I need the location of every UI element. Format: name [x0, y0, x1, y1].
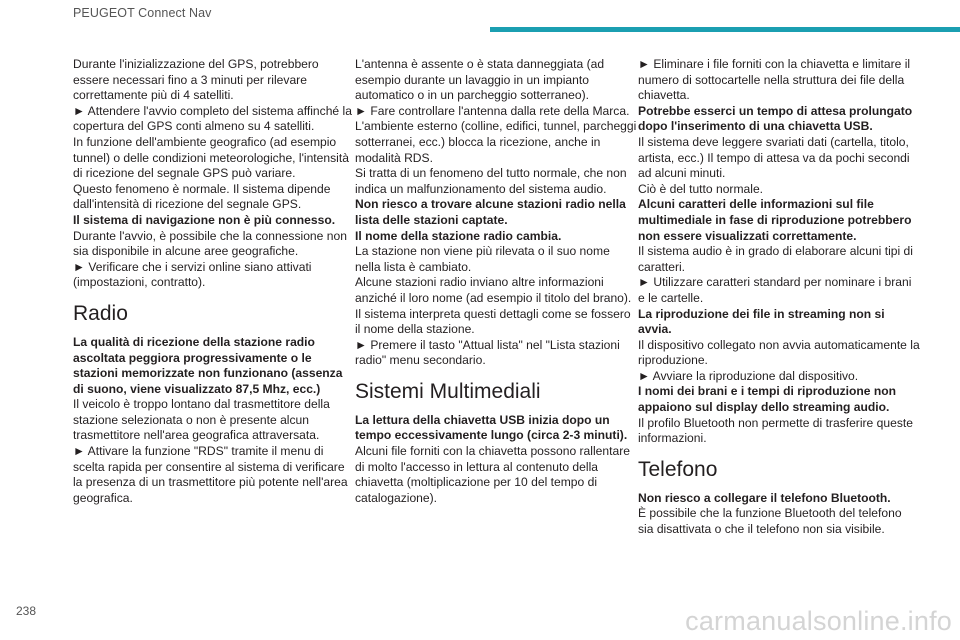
- body-paragraph: In funzione dell'ambiente geografico (ad esempio tunnel) o delle condizioni meteorologiche, l'intensità di ricezione del segnale GPS può variare.: [73, 134, 349, 181]
- body-paragraph: ► Eliminare i file forniti con la chiavetta e limitare il numero di sottocartelle nella struttura dei file della chiavetta.: [638, 57, 911, 103]
- body-paragraph: La stazione non viene più rilevata o il suo nome nella lista è cambiato.: [355, 244, 610, 274]
- body-paragraph: ► Avviare la riproduzione dal dispositivo.: [638, 368, 859, 383]
- body-paragraph: Si tratta di un fenomeno del tutto normale, che non indica un malfunzionamento del sistema audio.: [355, 166, 627, 196]
- body-paragraph: L'ambiente esterno (colline, edifici, tunnel, parcheggi sotterranei, ecc.) blocca la ricezione, anche in modalità RDS.: [355, 119, 637, 165]
- body-paragraph: Ciò è del tutto normale.: [638, 181, 764, 196]
- body-paragraph: Il dispositivo collegato non avvia automaticamente la riproduzione.: [638, 337, 920, 368]
- running-header: PEUGEOT Connect Nav: [73, 6, 212, 20]
- question-heading: Il sistema di navigazione non è più connesso.: [73, 212, 336, 227]
- question-heading: Non riesco a collegare il telefono Bluetooth.: [638, 490, 891, 505]
- body-paragraph: Il sistema interpreta questi dettagli come se fossero il nome della stazione.: [355, 306, 631, 337]
- question-heading: La riproduzione dei file in streaming non si avvia.: [638, 306, 885, 337]
- text-column-2: [355, 57, 637, 506]
- body-paragraph: ► Verificare che i servizi online siano attivati (impostazioni, contratto).: [73, 259, 312, 290]
- text-column-3: [638, 57, 920, 538]
- body-paragraph: Alcune stazioni radio inviano altre informazioni anziché il loro nome (ad esempio il titolo del brano).: [355, 275, 632, 305]
- page-number: 238: [16, 604, 37, 618]
- watermark: carmanualsonline.info: [685, 606, 952, 636]
- section-heading: Radio: [73, 301, 128, 325]
- body-paragraph: Il sistema audio è in grado di elaborare alcuni tipi di caratteri.: [638, 244, 913, 274]
- body-paragraph: Alcuni file forniti con la chiavetta possono rallentare di molto l'accesso in lettura al contenuto della chiavetta (moltiplicazione per 10 del tempo di catalogazione).: [355, 444, 630, 505]
- question-heading: Alcuni caratteri delle informazioni sul file multimediale in fase di riproduzione potrebbero non essere visualizzati correttamente.: [638, 197, 912, 243]
- body-paragraph: Durante l'inizializzazione del GPS, potrebbero essere necessari fino a 3 minuti per rilevare correttamente più di 4 satelliti.: [73, 57, 319, 103]
- question-heading: La lettura della chiavetta USB inizia dopo un tempo eccessivamente lungo (circa 2-3 minuti).: [355, 412, 628, 443]
- body-paragraph: Durante l'avvio, è possibile che la connessione non sia disponibile in alcune aree geografiche.: [73, 228, 347, 259]
- body-paragraph: ► Attivare la funzione "RDS" tramite il menu di scelta rapida per consentire al sistema di verificare la presenza di un trasmettitore più potente nell'area geografica.: [73, 444, 348, 505]
- question-heading: Il nome della stazione radio cambia.: [355, 228, 562, 243]
- body-paragraph: ► Attendere l'avvio completo del sistema affinché la copertura del GPS conti almeno su 4 satelliti.: [73, 103, 352, 134]
- body-paragraph: Il sistema deve leggere svariati dati (cartella, titolo, artista, ecc.) Il tempo di attesa va da pochi secondi ad alcuni minuti.: [638, 134, 910, 181]
- section-heading: Telefono: [638, 457, 718, 481]
- question-heading: La qualità di ricezione della stazione radio ascoltata peggiora progressivamente o le stazioni memorizzate non funzionano (assenza di suono, viene visualizzato 87,5 Mhz, ecc.): [73, 334, 343, 396]
- section-heading: Sistemi Multimediali: [355, 379, 541, 403]
- body-paragraph: Il profilo Bluetooth non permette di trasferire queste informazioni.: [638, 415, 913, 446]
- question-heading: Non riesco a trovare alcune stazioni radio nella lista delle stazioni captate.: [355, 197, 626, 227]
- body-paragraph: Questo fenomeno è normale. Il sistema dipende dall'intensità di ricezione del segnale GPS.: [73, 181, 331, 212]
- body-paragraph: L'antenna è assente o è stata danneggiata (ad esempio durante un lavaggio in un impianto automatico o in un parcheggio sotterraneo).: [355, 57, 605, 103]
- body-paragraph: ► Utilizzare caratteri standard per nominare i brani e le cartelle.: [638, 275, 912, 305]
- body-paragraph: È possibile che la funzione Bluetooth del telefono sia disattivata o che il telefono non sia visibile.: [638, 506, 902, 537]
- question-heading: I nomi dei brani e i tempi di riproduzione non appaiono sul display dello streaming audio.: [638, 384, 897, 415]
- body-paragraph: Il veicolo è troppo lontano dal trasmettitore della stazione selezionata o non è presente alcun trasmettitore nell'area geografica attraversata.: [73, 397, 330, 443]
- body-paragraph: ► Fare controllare l'antenna dalla rete della Marca.: [355, 103, 630, 118]
- question-heading: Potrebbe esserci un tempo di attesa prolungato dopo l'inserimento di una chiavetta USB.: [638, 103, 913, 134]
- header-accent-bar: [490, 27, 960, 32]
- text-column-1: [73, 57, 355, 506]
- body-paragraph: ► Premere il tasto "Attual lista" nel "Lista stazioni radio" menu secondario.: [355, 337, 620, 368]
